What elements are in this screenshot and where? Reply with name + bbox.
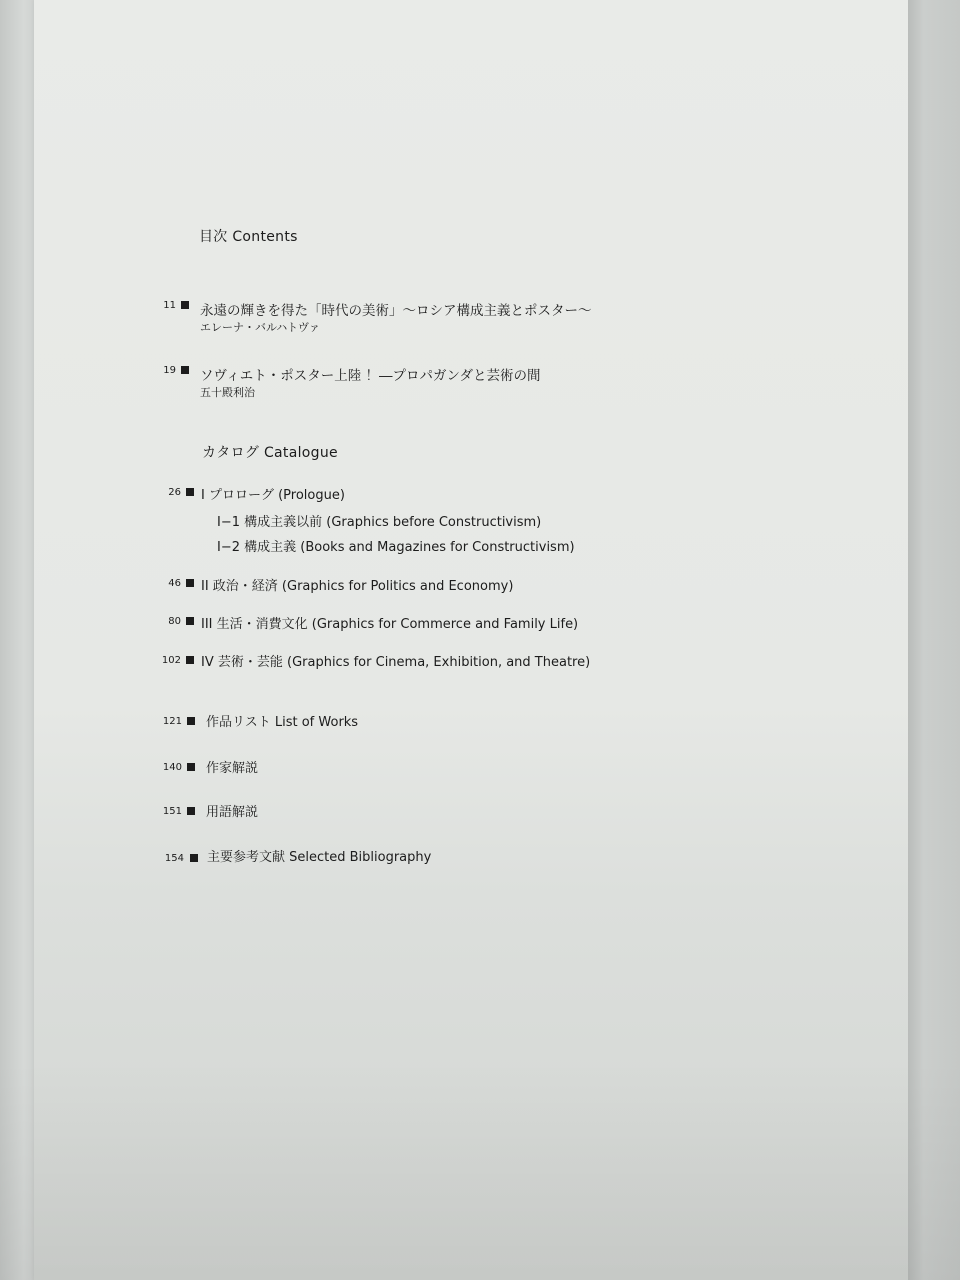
book-page (34, 0, 908, 1280)
bullet-square-icon (187, 763, 195, 771)
bullet-square-icon (181, 366, 189, 374)
facing-page-edge (0, 0, 34, 1280)
catalogue-section: II 政治・経済 (Graphics for Politics and Economy) (201, 579, 514, 594)
essay-page-number: 19 (163, 365, 176, 376)
bullet-square-icon (186, 579, 194, 587)
bullet-square-icon (187, 807, 195, 815)
catalogue-section: IV 芸術・芸能 (Graphics for Cinema, Exhibition, and Theatre) (201, 655, 591, 670)
catalogue-page-number: 26 (168, 487, 181, 498)
bullet-square-icon (186, 656, 194, 664)
back-matter-page-number: 121 (162, 716, 182, 727)
back-matter-item: 用語解説 (206, 805, 259, 820)
essay-title: 永遠の輝きを得た「時代の美術」〜ロシア構成主義とポスター〜 (200, 303, 592, 319)
essay-author: 五十殿利治 (200, 386, 255, 399)
essay-title: ソヴィエト・ポスター上陸 ！―プロパガンダと芸術の間 (200, 368, 541, 384)
catalogue-subsection: I−1 構成主義以前 (Graphics before Constructivism) (217, 515, 542, 530)
catalogue-page-number: 46 (168, 578, 181, 589)
bullet-square-icon (186, 488, 194, 496)
catalogue-section: I プロローグ (Prologue) (201, 488, 345, 503)
essay-author: エレーナ・バルハトヴァ (200, 321, 320, 334)
catalogue-subsection: I−2 構成主義 (Books and Magazines for Constructivism) (217, 540, 575, 555)
back-matter-page-number: 151 (162, 806, 182, 817)
back-matter-page-number: 154 (164, 853, 184, 864)
catalogue-page-number: 102 (161, 655, 181, 666)
bullet-square-icon (187, 717, 195, 725)
essay-page-number: 11 (163, 300, 176, 311)
catalogue-heading: カタログ Catalogue (202, 445, 338, 461)
back-matter-item: 作品リスト List of Works (206, 715, 359, 730)
back-matter-item: 主要参考文献 Selected Bibliography (207, 850, 432, 865)
bullet-square-icon (190, 854, 198, 862)
back-matter-item: 作家解説 (206, 761, 259, 776)
bullet-square-icon (181, 301, 189, 309)
contents-heading: 目次 Contents (199, 229, 298, 245)
bullet-square-icon (186, 617, 194, 625)
catalogue-section: III 生活・消費文化 (Graphics for Commerce and Family Life) (201, 617, 579, 632)
book-edge (908, 0, 960, 1280)
back-matter-page-number: 140 (162, 762, 182, 773)
catalogue-page-number: 80 (168, 616, 181, 627)
